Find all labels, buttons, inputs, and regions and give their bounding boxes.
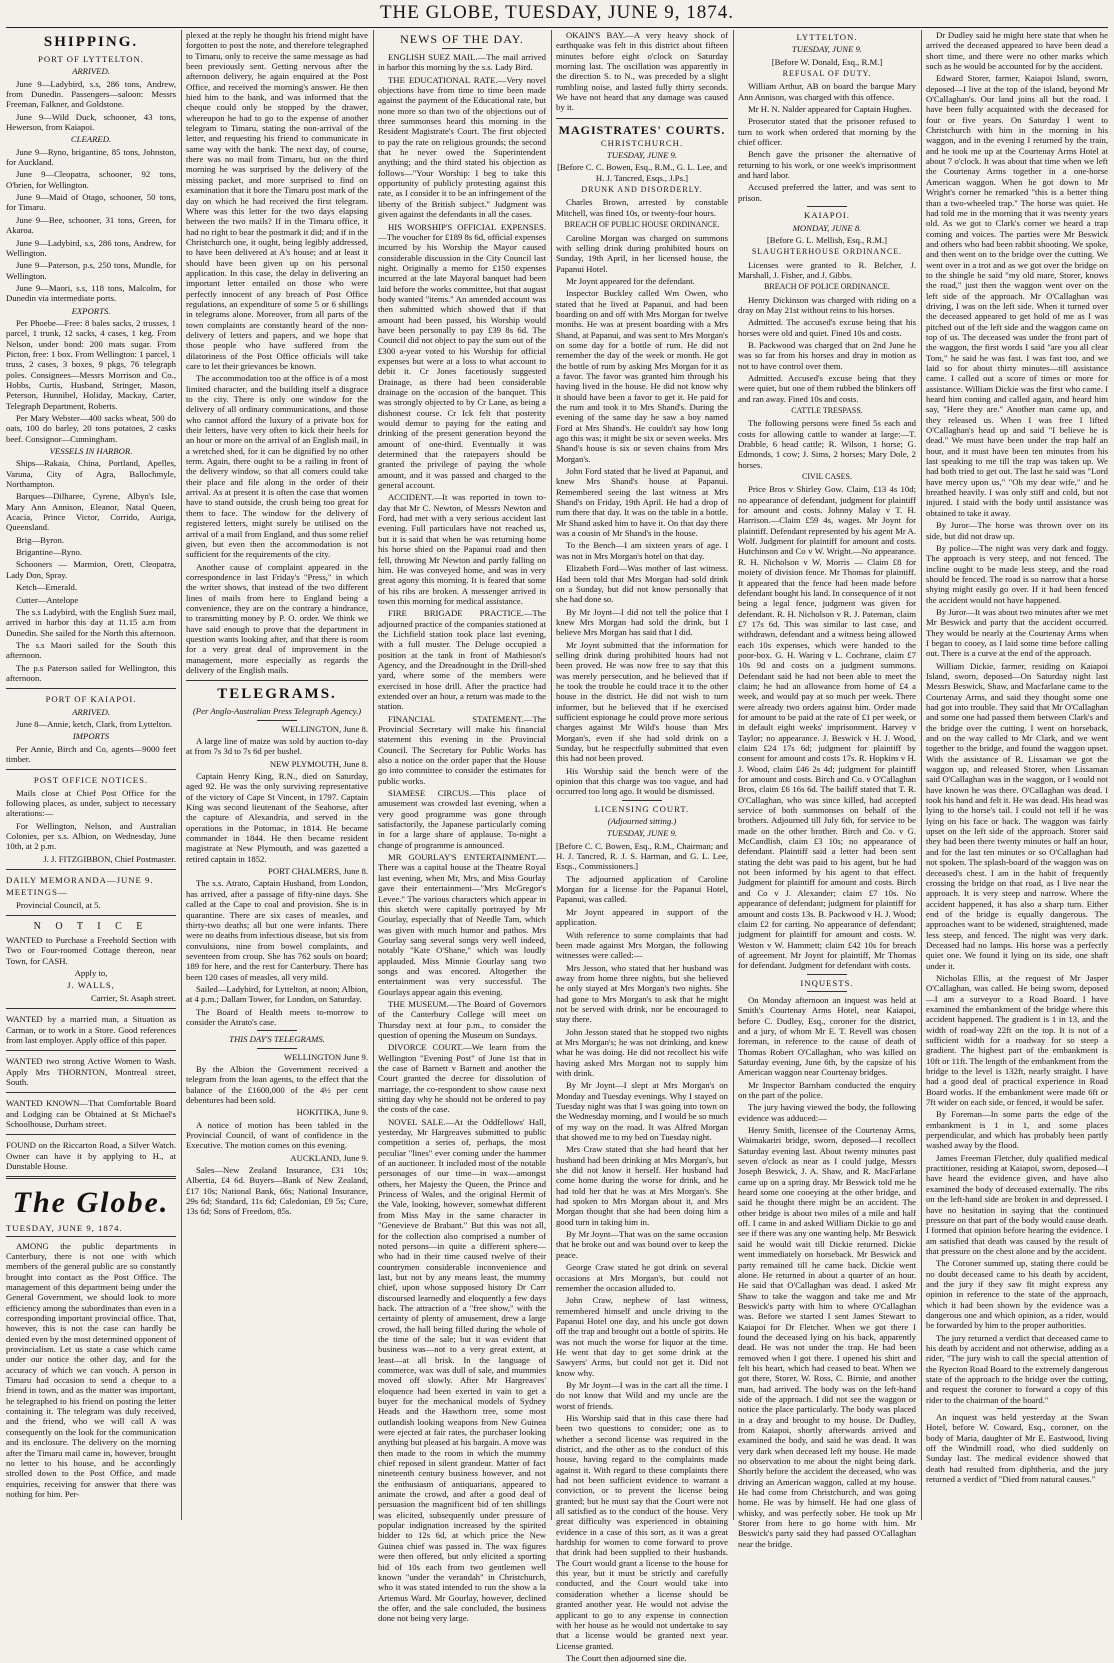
telegram-place: HOKITIKA, June 9. bbox=[296, 1107, 368, 1118]
cleared-heading: CLEARED. bbox=[70, 134, 112, 145]
vessel-entry: Brigantine—Ryno. bbox=[16, 547, 83, 558]
notice-apply: Apply to, bbox=[74, 968, 108, 979]
post-office-signature: J. J. FITZGIBBON, Chief Postmaster. bbox=[43, 853, 176, 864]
telegrams-subheading: (Per Anglo-Australian Press Telegraph Agency.) bbox=[192, 706, 362, 717]
advertisement: WANTED by a married man, a Situation as Carman, or to work in a Store. Good references from last employer. Apply office of this paper. bbox=[6, 1014, 176, 1045]
inquest-text: The jury returned a verdict that deceased came to his death by accident and not otherwise, adding as a rider, "The jury wish to call the special attention of the Ryecton Road Board to the extremely dangerous state of the approach to the bridge over the cutting, and request the coroner to forward a copy of this rider to the chairman of the board." bbox=[926, 1332, 1108, 1405]
divider bbox=[6, 688, 176, 689]
divider bbox=[6, 915, 176, 916]
port-lyttelton-heading: PORT OF LYTTELTON. bbox=[38, 54, 144, 64]
shipping-entry: June 9—Wild Duck, schooner, 43 tons, Hewerson, from Kaiapoi. bbox=[6, 111, 176, 133]
column-6 bbox=[926, 30, 1108, 1520]
licensing-heading: LICENSING COURT. bbox=[594, 803, 690, 814]
vessel-entry: Brig—Byron. bbox=[16, 534, 65, 545]
meetings-label: MEETINGS— bbox=[6, 887, 68, 898]
kaiapoi-arrived-heading: ARRIVED. bbox=[72, 706, 110, 717]
telegram-text: Sailed—Ladybird, for Lyttelton, at noon; Albion, at 4 p.m.; Dallam Tower, for London, on Saturday. bbox=[186, 983, 368, 1005]
court-text: Mr Joynt submitted that the information for selling drink during prohibited hours had not been proved. He was now free to say that this was merely persecution, and he believed that if he took the trouble he could trace it to the other house in the district. He did not wish to turn informer, but he believed that if he exercised sufficient espionage he could prove more serious charges against Mr Wild's house than Mrs Morgan's, even if she had sold drink on a Sunday, but he respectfully submitted that even this had not been proved. bbox=[556, 639, 728, 764]
divider bbox=[6, 1134, 176, 1135]
inquest-text: Henry Smith, licensee of the Courtenay Arms, Waimakariri bridge, sworn, deposed—I recollect Saturday evening last. About twenty minutes past seven o'clock as near as I could judge, Messrs Joseph Beswick, J. A. Shaw, and R. MacFarlane came up on a spring dray. Mr Beswick told me he heard some one cooeying at the other bridge, and said he thought there might be an accident. The other bridge is about two miles of a mile and half off. I came in and asked William Dickie to go and see if there was any one wanting help. Mr Beswick said he would wait till Dickie returned. Dickie went immediately on horseback. Mr Beswick and party remained till he came back. Dickie went alone. He returned in about a quarter of an hour. He said that O'Callaghan was dead. I asked Mr Shaw to take the waggon and take me and Mr Beswick's party with him to where O'Callaghan was. Before we started I sent James Stewart to Kaiapoi for Dr Fletcher. When we got there I found the deceased lying on his back, apparently dead. He was not under the trap. He had been removed when I got there. I opened his shirt and felt his heart, which had ceased to beat. When we got there, Storer, W. Ross, C. Birnie, and another man, had arrived. The body was on the left-hand side of the approach. I did not see the waggon or notice the place particularly. The body was placed in a dray and brought to my house. Dr Dudley, from Kaiapoi, shortly afterwards arrived and examined the body, and said he was dead. It was very dark when deceased left my house. He made no observation to me about the night being dark. Shortly before the accident the deceased, who was driving an American waggon, called at my house. He had come from Christchurch, and was going home. He was by himself. He had one glass of whisky, and was perfectly sober. He took up Mr Storer from here to go home with him. Mr Beswick's party said they had passed O'Callaghan near the bridge. bbox=[738, 1125, 916, 1549]
court-text: John Craw, nephew of last witness, remembered himself and uncle driving to the Papanui Hotel one day, and his uncle got down off the trap and brought out a bottle of spirits. He was not much the worse for liquor at the time. He went that day to get some drink at the Sawyers' Arms, but could not get it. Did not know why. bbox=[556, 1295, 728, 1378]
inquest-text: By Foreman—In some parts the edge of the embankment is 1 in 1, and some places perpendicular, and which has probably been partly washed away by the flood. bbox=[926, 1109, 1108, 1151]
notice-heading: N O T I C E bbox=[33, 921, 149, 933]
column-rule bbox=[551, 30, 552, 1520]
divider bbox=[6, 1008, 176, 1009]
court-text: Bench gave the prisoner the alternative of returning to his work, or one week's imprisonment and hard labor. bbox=[738, 149, 916, 181]
court-text: By Mr Joynt—I was in the cart all the time. I do not know that Wild and my uncle are the worst of friends. bbox=[556, 1379, 728, 1411]
inquest-text: James Freeman Fletcher, duly qualified medical practitioner, residing at Kaiapoi, sworn, deposed—I have heard the evidence given, and have also examined the body of deceased externally. The ribs on the left-hand side are broken in and depressed. I have no hesitation in saying that the continued pressure on that part of the body would cause death. I formed that opinion before hearing the evidence. I am satisfied that death was caused by the result of that pressure on the chest alone and by the accident. bbox=[926, 1152, 1108, 1256]
court-text: Charles Brown, arrested by constable Mitchell, was fined 10s, or twenty-four hours. bbox=[556, 197, 728, 218]
court-text: Inspector Buckley called Wm Owen, who stated that he lived at Papanui, and had been boarding on and off with Mrs Morgan for twelve months. He was at present boarding with a Mrs Shand, at Papanui, and was sent to Mrs Morgan's on some day for a bottle of rum. He did not remember the day of the week or month. He got the bottle of rum by asking Mrs Morgan for it as a favor. The favor was granted him through his having lived in the house. He did not know why it should have been a favor to get it. He paid for the rum and took it to Mrs Shand's. During the evening of the same day he saw a boy named Ford at Mrs Shand's. He couldn't say how long ago this was; it might be six or seven weeks. Mrs Shand's house is six or seven chains from Mrs Morgan's. bbox=[556, 288, 728, 464]
telegram-place: PORT CHALMERS, June 8. bbox=[268, 866, 368, 877]
divider bbox=[257, 720, 297, 721]
divider bbox=[257, 1048, 297, 1049]
news-item: ACCIDENT.—It was reported in town to-day that Mr C. Newton, of Messrs Newton and Ford, had met with a very serious accident last evening. Full particulars have not reached us, but it is said that when he was returning home his horse shied on the Papanui road and then fell, throwing Mr Newton and partly falling on him. He was conveyed home, and was in very great agony this morning. It is feared that some of his ribs are broken. A messenger arrived in town this morning for medical assistance. bbox=[378, 492, 546, 606]
news-item: FINANCIAL STATEMENT.—The Provincial Secretary will make his financial statement this evening in the Provincial Council. The Secretary for Public Works has also a notice on the order paper that the House go into committee to consider the estimates for public works. bbox=[378, 713, 546, 786]
notice-text: WANTED to Purchase a Freehold Section with Two or Four-roomed Cottage thereon, near Town, for CASH. bbox=[6, 935, 176, 966]
shipping-entry: June 9—Ladybird, s.s, 286 tons, Andrew, for Wellington. bbox=[6, 237, 176, 258]
inquests-heading: INQUESTS. bbox=[800, 977, 854, 988]
magistrates-heading: MAGISTRATES' COURTS. bbox=[558, 122, 726, 137]
divider bbox=[807, 991, 847, 992]
divider bbox=[622, 800, 662, 801]
news-heading: NEWS OF THE DAY. bbox=[400, 32, 524, 46]
news-item: DIVORCE COURT.—We learn from the Wellington "Evening Post" of June 1st that in the case of Barnett v Barnett and another the Court granted the decree for dissolution of marriage, the co-respondent to show cause next sitting day why he should not be ordered to pay the costs of the case. bbox=[378, 1042, 546, 1115]
telegram-text: The s.s. Atrato, Captain Husband, from London, has arrived, after a passage of fifty-nine days. She called at the Cape to coal and provision. She is in quarantine. There are six cases of measles, and thirty-two deaths; all but one were infants. There were no deaths from infectious disease, but six from convulsions, nine from bowel complaints, and seventeen from croup. She has 762 souls on board; 189 for here, and the rest for Canterbury. There has been 120 cases of measles, all very mild. bbox=[186, 878, 368, 982]
column-rule bbox=[373, 30, 374, 1520]
shipping-entry: June 9—Cleopatra, schooner, 92 tons, O'brien, for Wellington. bbox=[6, 169, 176, 190]
court-text: By Mr Joynt—That was on the same occasion that he broke out and was bound over to keep the peace. bbox=[556, 1229, 728, 1260]
inquest-text: On Monday afternoon an inquest was held at Smith's Courtenay Arms Hotel, near Kaiapoi, before C. Dudley, Esq., coroner for the district, and a jury, of whom Mr E. T. Revell was chosen foreman, in reference to the cause of death of Thomas Robert O'Callaghan, who was killed on Saturday evening, June 6th, by the capsize of his American waggon near Courtenay bridges. bbox=[738, 994, 916, 1078]
inquest-text: Dr Dudley said he might here state that when he arrived the deceased appeared to have been dead a short time, and there were no other marks which such as he would be accounted for by the accident. bbox=[926, 30, 1108, 72]
advertisement: FOUND on the Riccarton Road, a Silver Watch. Owner can have it by applying to H., at Dunstable House. bbox=[6, 1140, 176, 1171]
court-bench: [Before G. L. Mellish, Esq., R.M.] bbox=[766, 234, 888, 245]
advertisement: WANTED KNOWN—That Comfortable Board and Lodging can be Obtained at St Michael's Schoolhouse, Durham street. bbox=[6, 1098, 176, 1129]
shipping-entry: June 9—Ryno, brigantine, 85 tons, Johnston, for Auckland. bbox=[6, 146, 176, 168]
divider bbox=[442, 48, 482, 49]
post-office-heading: POST OFFICE NOTICES. bbox=[33, 775, 149, 786]
court-text: B. Packwood was charged that on 2nd June he was so far from his horses and dray in motion as not to have control over them. bbox=[738, 339, 916, 371]
news-item: THE MUSEUM.—The Board of Governors of the Canterbury College will meet on Thursday next at four p.m., to consider the question of opening the Museum on Sundays. bbox=[378, 998, 546, 1040]
column-5 bbox=[738, 30, 916, 1549]
telegram-text: The Board of Health meets to-morrow to consider the Atrato's case. bbox=[186, 1006, 368, 1027]
masthead-rule bbox=[6, 27, 1108, 28]
case-heading: REFUSAL OF DUTY. bbox=[782, 69, 872, 79]
column-2 bbox=[186, 30, 368, 1520]
leader-text: plexed at the reply he thought his friend might have forgotten to post the note, and therefore telegraphed to Timaru, only to receive the same message as had been previously sent. Getting nervous after the afternoon delivery, he again enquired at the Post Office, and received the morning's answer. He then hied him to the bank, and was informed that the cheque could only be stopped by the drawer, whereupon he had to go to the expense of another telegram to Timaru, stating the non-arrival of the letter, and requesting his friend to communicate in same way with the bank. The next day, of course, there was no mail from Timaru, but on the third morning he was surprised by the delivery of the missing packet, and more surprised to find on examination that it bore the Timaru post mark of the day on which he had received the first telegram. Where was this letter for the two days elapsing between the two mails? If in the Timaru office, it had no right to bear the postmark it did; and if in the Christchurch one, it ought, being legibly addressed, to have been delivered at A's house; and at least it should have been given up on his personal application. In this case, the delay in delivering an important letter entailed on those who were perfectly innocent of any breach of Post Office regulations, an expenditure of some 5 or 6 shillings in telegrams alone. Moreover, from all parts of the town complaints are constantly heard of the non-delivery of letters and papers, and we hope that those people who have suffered from the dilatoriness of the Post Office officials will take care to let their grievances be known. bbox=[186, 30, 368, 371]
arrived-heading: ARRIVED. bbox=[72, 66, 110, 77]
shipping-entry: Per Annie, Birch and Co, agents—9000 feet timber. bbox=[6, 743, 176, 764]
court-text: The adjourned application of Caroline Morgan for a license for the Papanui Hotel, Papanui, was called. bbox=[556, 873, 728, 905]
divider bbox=[556, 118, 728, 119]
leader-dateline: TUESDAY, JUNE 9, 1874. bbox=[6, 1223, 176, 1236]
court-date: TUESDAY, JUNE 9. bbox=[606, 150, 678, 161]
news-item: THE EDUCATIONAL RATE.—Very novel objections have from time to time been made against the payment of the Educational rate, but none more so than two of the objections out of three summonses heard this morning in the Resident Magistrate's Court. The first objected to pay the rate on religious grounds; the second that he never owed the Superintendent anything; and the third stated his objection as follows—"Your Worship: I beg to take this opportunity of publicly protesting against this rate, as I consider it to be an infringement of the liberty of the British subject." Judgment was given against the defendants in all the cases. bbox=[378, 74, 546, 220]
shipping-heading: SHIPPING. bbox=[43, 34, 139, 50]
court-text: The following persons were fined 5s each and costs for allowing cattle to wander at large:—T. Drabble, 6 head cattle; R. Wilson, 1 horse; G. Edmonds, 1 cow; J. Sims, 2 horses; Mary Dole, 2 horses. bbox=[738, 418, 916, 470]
court-text: Accused preferred the latter, and was sent to prison. bbox=[738, 182, 916, 203]
court-text: Mrs Jesson, who stated that her husband was away from home three nights, but she believed he only stayed at Mrs Morgan's two nights. She had gone to Mrs Morgan's to ask that he might not be served with drink, nor be encouraged to stay there. bbox=[556, 962, 728, 1025]
inquest-text: An inquest was held yesterday at the Swan Hotel, before W. Coward, Esq., coroner, on the body of Maria, daughter of Mr E. Eastwood, living off the Windmill road, who died suddenly on Sunday last. The medical evidence showed that death had resulted from diphtheria, and the jury returned a verdict of "Died from natural causes." bbox=[926, 1412, 1108, 1485]
news-item: OKAIN'S BAY.—A very heavy shock of earthquake was felt in this district about fifteen minutes before eight o'clock on Saturday morning last. The oscillation was apparently in the direction S. to N., was preceded by a slight rumbling noise, and lasted fully thirty seconds. We have not heard that any damage was caused by it. bbox=[556, 30, 728, 113]
inquest-text: By Juror—It was about two minutes after we met Mr Beswick and party that the accident occurred. They would be nearly at the Courtenay Arms when I began to cooey, as I laid some time before calling out. There is a curve at the end of the approach. bbox=[926, 606, 1108, 659]
court-text: Mr H. N. Nalder appeared for Captain Hughes. bbox=[748, 104, 912, 115]
lyttelton-heading: LYTTELTON. bbox=[796, 32, 858, 42]
post-office-text: Mails close at Chief Post Office for the following places, as under, subject to necessary alterations:— bbox=[6, 787, 176, 819]
court-text: Mrs Craw stated that she had heard that her husband had been drinking at Mrs Morgan's, but she did not know it herself. Her husband had come home during the worse for drink, and he had told her that he was at Mrs Morgan's. She had spoken to Mrs Morgan about it, and Mrs Morgan thought that she had been doing him a good turn in taking him in. bbox=[556, 1144, 728, 1227]
news-item: MR GOURLAY'S ENTERTAINMENT.—There was a capital house at the Theatre Royal last evening, when Mr, Mrs, and Miss Gourlay gave their entertainment—"Mrs McGregor's Levee." The various characters which appear in this sketch were capitally portrayed by Mr Gourlay, especially that of Needle Tam, which was given with much humor and pathos. Mrs Gourlay sang several songs very well indeed, notably "Kate O'Shane," which was loudly applauded. Miss Minnie Gourlay sang two songs and was encored. Altogether the entertainment was very successful. The Gourlays appear again this evening. bbox=[378, 852, 546, 997]
inquest-text: Mr Inspector Barnham conducted the enquiry on the part of the police. bbox=[738, 1079, 916, 1100]
court-text: With reference to some complaints that had been made against Mrs Morgan, the following witnesses were called:— bbox=[556, 929, 728, 961]
imports-text: Per Phoebe—Free: 8 bales sacks, 2 trusses, 1 parcel, 1 trunk, 12 sacks, 4 cases, 1 keg. From Nelson, under bond: 200 mats sugar. From Picton, free: 1 box. From Wellington: 1 parcel, 1 truss, 2 cases, 3 boxes, 9 pkgs, 76 telegraph poles. Consignees—Messrs Morrison and Co., Hobbs, Curtis, Husband, Stringer, Mason, Peterson, Hunnibel, Holiday, Mackay, Carter, Telegraph Department, Roberts. bbox=[6, 317, 176, 411]
leader-text: Another cause of complaint appeared in the correspondence in last Friday's "Press," in which the writer shows, that instead of the two different lines of mails from here to England being a convenience, they are on the contrary a hindrance, to transmitting money by P. O. order. We think we have said enough to prove that the department in question wants looking after, and that there is room for a very great deal of improvement in the management, more especially as regards the delivery of the English mails. bbox=[186, 561, 368, 675]
telegram-place: NEW PLYMOUTH, June 8. bbox=[269, 758, 368, 769]
case-heading: BREACH OF POLICE ORDINANCE. bbox=[764, 282, 890, 292]
inquest-text: By police—The night was very dark and foggy. The approach is very steep, and not fenced. The incline ought to be made less steep, and the road should be fenced. The road is so narrow that a horse shying might easily go over. If it had been fenced the accident would not have happened. bbox=[926, 542, 1108, 605]
exports-text: Per Mary Webster—400 sacks wheat, 500 do oats, 100 do barley, 20 tons potatoes, 2 casks beef. Consignor—Cunningham. bbox=[6, 413, 176, 444]
vessel-entry: Cutter—Antelope bbox=[16, 594, 79, 605]
divider bbox=[6, 1092, 176, 1093]
inquest-text: Edward Storer, farmer, Kaiapoi Island, sworn, deposed—I live at the top of the island, beyond Mr O'Callaghan's. Our land joins all but the road. I have been fully acquainted with the deceased for four or five years. On Saturday I went to Christchurch with him in the morning in his waggon, and in the evening I returned by the train, and he took me up at the Courtenay Arms Hotel at about 7 o'clock. It was about that time when we left the Courtenay Arms together in a one-horse American waggon. When he got down to Mr Wright's corner he remarked "this is a better thing than a two-wheeled trap." The horse was quiet. He had told me in the morning that it was twenty years old. As we got to Clark's corner we heard a trap coming and voices. The parties were Mr Beswick and others who had been rabbit shooting. We spoke, and then went on to the bridge over the cutting. We went over in a trot and as we got over the bridge on to the shingle he said "my old mare, Storer, knows the road," just then the waggon went over on the left side of the approach. Mr O'Callaghan was driving, I was on the left side. When it turned over the deceased appeared to get hold of me as I was pitched out of the left side and the waggon came on top of us. The deceased was under the front part of the waggon, the first words I said "are you all clear Tom," he said he was fast. I was fast too, and we laid so for about thirty minutes—till assistance came. I called out a score of times or more for assistance. William Dickie was the first who came. I heard him coming and called again, and heard him say, "Here they are." Another man came up, and they released us. When I was free I lifted O'Callaghan's head up and said "I believe he is dead." We must have been under the trap half an hour, and it must have been ten minutes from his last speaking to me till the trap was taken up. We had both tried to get out. The last he said was "Lord have mercy upon us," "Oh my dear wife," and he breathed heavily. I was only stiff and cold, but not injured. I staid with the body until assistance was obtained to take it away. bbox=[926, 73, 1108, 518]
column-1 bbox=[6, 30, 176, 1520]
court-text: Admitted. Accused's excuse being that they were quiet, but one of them rubbed the blinkers off and ran away. Fined 10s and costs. bbox=[738, 372, 916, 404]
notice-address: Carrier, St. Asaph street. bbox=[90, 992, 176, 1003]
court-bench: [Before W. Donald, Esq., R.M.] bbox=[771, 56, 883, 67]
kaiapoi-imports-heading: IMPORTS bbox=[72, 731, 110, 742]
memoranda-heading: DAILY MEMORANDA—JUNE 9. bbox=[6, 875, 154, 886]
court-text: William Arthur, AB on board the barque Mary Ann Annison, was charged with this offence. bbox=[738, 81, 916, 102]
shipping-entry: June 9—Maid of Otago, schooner, 50 tons, for Timaru. bbox=[6, 192, 176, 213]
leader-text: AMONG the public departments in Canterbury, there is not one with which members of the general public are so constantly brought into contact as the Post Office. The management of this department being under the General Government, we should look to more efficiency among the subordinates than even in a corresponding important provincial office. That, however, this is not the case can hardly be denied even by the most determined opponent of provincialism. Let us state a case which came under our notice the other day, and for the accuracy of which we can vouch. A person in Timaru had occasion to send a cheque to a friend in town, and as the matter was important, he telegraphed to his friend on posting the letter containing it. The telegram was duly received, and the friend, who we will call A was consequently on the look for the communication and its enclosure. The delivery on the morning after the Timaru mail came in, however, brought no letter to his house, and he accordingly strolled down to the Post Office, and made enquiries, receiving for answer that there was nothing for him. Per- bbox=[6, 1240, 176, 1499]
news-item: NOVEL SALE.—At the Oddfellows' Hall, yesterday, Mr Hargreaves submitted to public competition a series of, perhaps, the most peculiar "lines" ever coming under the hammer of an auctioneer. It included most of the notable personages of our time—in wax—amongst others, her Majesty the Queen, the Prince and Princess of Wales, and the original Hermit of the Vale, looking, however, somewhat different from Miss May in the same character in "Genevieve de Brabant." But this was not all, for the collection also comprised a number of noted persons—in quite a different sphere—who had in their time caused twelve of their countrymen considerable inconvenience and last, but not by any means least, the mummy chief, upon whose supposed history Dr Carr discoursed learnedly and eloquently a few days back. The attraction of a "free show," with the certainty of plenty of amusement, drew a large crowd, the hall being filled during the whole of the time of the sale; but it was evident that business was—not to a very great extent, at least—at all brisk. In the language of commerce, wax was dull of sale, and mummies moved off slowly. After Mr Hargreaves' eloquence had been exerted in vain to get a buyer for the mechanical models of Sydney Heads and the Hawthorn tree, some most outlandish looking weapons from New Guinea were ejected at fair rates, the purchaser looking anything but pleased at his bargain. A move was then made to the room in which the mummy chief reposed in silent grandeur. Matter of fact nineteenth century business however, and not the enthusiasm of antiquarians, appeared to animate the crowd, and after a good deal of persuasion the magnificent bid of ten shillings was elicited, subsequently under pressure of popular indignation increased by the spirited bidder to 12s 6d, at which price the New Guinea chief was passed in. The wax figures were then offered, but only elicited a sporting bid of 10s each from two gentlemen well known "under the verandah" in Christchurch, who it was stated intended to run the show a la Artemus Ward. Mr Gourlay, however, declined the offer, and the sale concluded, the business done not being very large. bbox=[378, 1116, 546, 1624]
shipping-entry: June 9—Paterson, p.s, 250 tons, Mundle, for Wellington. bbox=[6, 260, 176, 281]
vessels-heading: VESSELS IN HARBOR. bbox=[49, 446, 133, 457]
vessel-entry: Ketch—Emerald. bbox=[16, 582, 78, 593]
column-rule bbox=[733, 30, 734, 1520]
vessel-entry: Ships—Rakaia, China, Portland, Apelles, Varuna, City of Agra, Ballochmyle, Northampton. bbox=[6, 458, 176, 490]
shipping-entry: June 9—Bee, schooner, 31 tons, Green, for Akaroa. bbox=[6, 214, 176, 236]
court-date: MONDAY, JUNE 8. bbox=[792, 222, 862, 233]
telegram-place: AUCKLAND, June 9. bbox=[290, 1152, 368, 1163]
advertisement: WANTED two strong Active Women to Wash. Apply Mrs THORNTON, Montreal street, South. bbox=[6, 1056, 176, 1087]
advertisement bbox=[6, 921, 176, 1003]
shipping-entry: June 9—Ladybird, s.s, 286 tons, Andrew, from Dunedin. Passengers—saloon: Messrs Freeman, Falkner, and Goldstone. bbox=[6, 78, 176, 110]
shipping-entry: June 9—Maori, s.s, 118 tons, Malcolm, for Dunedin via intermediate ports. bbox=[6, 282, 176, 304]
vessel-entry: Barques—Dilharee, Cyrene, Albyn's Isle, Mary Ann Annison, Eleanor, Natal Queen, Acacia, Prince Victor, Corrido, Auriga, Queensland. bbox=[6, 491, 176, 533]
telegrams-heading: TELEGRAMS. bbox=[217, 686, 337, 703]
court-location: CHRISTCHURCH. bbox=[600, 137, 684, 148]
case-heading: SLAUGHTERHOUSE ORDINANCE. bbox=[751, 247, 903, 257]
column-4 bbox=[556, 30, 728, 1663]
court-text: By Mr Joynt—I did not tell the police that I knew Mrs Morgan had sold the drink, but I believe Mrs Morgan has said that I did. bbox=[556, 606, 728, 638]
vessel-entry: Schooners — Marmion, Orett, Cleopatra, Lady Don, Spray. bbox=[6, 559, 176, 580]
divider bbox=[6, 869, 176, 870]
divider bbox=[807, 974, 847, 975]
court-text: His Worship said the bench were of the opinion that this charge was too vague, and had occurred too long ago. It would be dismissed. bbox=[556, 765, 728, 797]
divider bbox=[6, 1050, 176, 1051]
divider bbox=[257, 1030, 297, 1031]
court-text: Prosecutor stated that the prisoner refused to turn to work when ordered that morning by the chief officer. bbox=[738, 116, 916, 148]
column-3 bbox=[378, 30, 546, 1624]
court-text: Mr Joynt appeared in support of the application. bbox=[556, 906, 728, 928]
licensing-sub: (Adjourned sitting.) bbox=[607, 816, 677, 827]
telegram-text: Sales—New Zealand Insurance, £31 10s; Albertia, £4 6d. Buyers—Bank of New Zealand, £17 10s; National Bank, 66s; National Insurance, 29s 6d; Standard, 11s 6d; Caledonian, £9 5s; Cure, 13s 6d; Sons of Freedom, 85s. bbox=[186, 1165, 368, 1217]
court-text: John Jesson stated that he stopped two nights at Mrs Morgan's; he was not drinking, and knew what he was doing. He did not recollect his wife having asked Mrs Morgan not to supply him with drink. bbox=[556, 1026, 728, 1078]
case-heading: BREACH OF PUBLIC HOUSE ORDINANCE. bbox=[564, 220, 720, 230]
court-text: The Court then adjourned sine die. bbox=[566, 1652, 687, 1663]
column-rule bbox=[921, 30, 922, 1520]
globe-title: The Globe. bbox=[12, 1186, 170, 1220]
shipping-entry: June 8—Annie, ketch, Clark, from Lyttelton. bbox=[16, 718, 173, 729]
divider bbox=[186, 680, 368, 681]
court-bench: [Before C. C. Bowen, Esq., R.M., G. L. Lee, and H. J. Tancred, Esqs., J.Ps.] bbox=[557, 162, 727, 183]
news-item: FIRE BRIGADE PRACTICE.—The adjourned practice of the companies stationed at the Lichfield station took place last evening, with a full muster. The Deluge occupied a position at the tank in front of Mathieson's Agency, and the Dreadnought in the Drill-shed yard, where some of the members were exercised in hose drill. After the practice had extended over an hour, a return was made to the station. bbox=[378, 608, 546, 712]
masthead: THE GLOBE, TUESDAY, JUNE 9, 1874. bbox=[379, 2, 735, 23]
inquest-text: By Juror—The horse was thrown over on its side, but did not draw up. bbox=[926, 520, 1108, 541]
meetings-text: Provincial Council, at 5. bbox=[16, 899, 101, 910]
divider bbox=[6, 769, 176, 770]
inquest-text: The Coroner summed up, stating there could be no doubt deceased came to his death by accident, and the jury if they saw fit might express any opinion in reference to the state of the approach, which it had been shown by the evidence was a dangerous one and which opinion, as a rider, would be forwarded by him to the proper authorities. bbox=[926, 1258, 1108, 1331]
leader-text: The accommodation too at the office is of a most limited character, and the building itself a disgrace to the city. There is only one window for the delivery of all ordinary communications, and those who cannot afford the luxury of a private box for their letters, have very often to kick their heels for an hour or more on the arrival of an English mail, in a wretched shed, for it can be dignified by no other term. Again, there ought to be a railing in front of the delivery window, so that all comers could take their place and file along in the order of their arrival. As at present it is often the case that women have to stand outside, the crush being too great for them to face. The window for the delivery of registered letters, might surely be utilised on the arrival of a mail from England, and thus some relief given, but even then the accommodation is not sufficient for the requirements of the city. bbox=[186, 373, 368, 560]
court-text: John Ford stated that he lived at Papanui, and knew Mrs Shand's house at Papanui. Remembered seeing the last witness at Mrs Shand's on Friday, 19th April. He had a drop of rum there that day. It was on the table in a bottle. Mr Shand asked him to have it. On that day there was a cousin of Mr Shand's in the house. bbox=[556, 466, 728, 539]
news-item: HIS WORSHIP'S OFFICIAL EXPENSES.—The voucher for £189 8s 6d, official expenses incurred by his Worship the Mayor caused considerable discussion in the City Council last night. Originally a memo for £150 expenses incurred at the late Mayoral banquet had been laid before the works committee, but that august body wanted "items." An amended account was then submitted which showed that if that amount had been passed, his Worship would have been personally to pay £39 8s 6d. The Council did not object to pay the sum out of the £300 a-year voted to his Worship for official expenses but were at a loss to what account to debit it. Cr Jones facetiously suggested Drainage, as there had been considerable drainage on the occasion of the banquet. This was strongly objected to by Cr Lane, as being a dishonest course. Cr Ick felt that posterity would demur to paying for the eating and drinking of the present generation beyond the amount of one-third. Eventually it was determined that the ratepayers should be granted the privilege of paying the whole amount, and it was passed and charged to the general account. bbox=[378, 221, 546, 491]
inquest-text: William Dickie, farmer, residing on Kaiapoi Island, sworn, deposed—On Saturday night last Messrs Beswick, Shaw, and Macfarlane came to the Courtenay Arms, and said they thought some one had got into trouble. They said that Mr O'Callaghan and some one had passed them between Clark's and the bridge over the cutting. I went on horseback, and on the way called to Mr Clark, and we went together to the bridge, and found the waggon upset. With the assistance of R. Lissaman we got the waggon up, and released Storer, when Lissaman said O'Callaghan was in the waggon, or I would not have known he was there. O'Callaghan was dead. I took his hand and felt it. He was dead. His head was lying to the horse's tail. I could not tell if he was lying on his face or back. The waggon was fairly upset on the left side of the approach. Storer said they had been there twenty minutes or half an hour, and for the last ten minutes or so O'Callaghan had not spoken. The splash-board of the waggon was on deceased's chest. I am in the habit of frequently crossing the bridge on that road, as I live near the approach. It is very steep and narrow. Where the accident happened, it has also a sharp turn. Either end of the bridge is equally dangerous. The approaches want to be widened, straightened, made less steep, and fenced. The night was very dark. Deceased had no lamps. His horse was a perfectly quiet one. We found it lying on its side, one shaft under it. bbox=[926, 660, 1108, 971]
divider bbox=[6, 1176, 176, 1179]
telegram-place: WELLINGTON, June 8. bbox=[281, 723, 368, 734]
divider bbox=[997, 1408, 1037, 1409]
case-heading: DRUNK AND DISORDERLY. bbox=[581, 185, 703, 195]
kaiapoi-heading: KAIAPOI. bbox=[804, 210, 850, 221]
court-text: Admitted. The accused's excuse being that his horses were old and quiet. Fined 10s and costs. bbox=[738, 317, 916, 338]
ship-note: The s.s Ladybird, with the English Suez mail, arrived in harbor this day at 11.15 a.m from Dunedin. She sailed for the North this afternoon. bbox=[6, 606, 176, 638]
ship-note: The p.s Paterson sailed for Wellington, this afternoon. bbox=[6, 662, 176, 683]
inquest-text: Nicholas Ellis, at the request of Mr Jasper O'Callaghan, was called. He being sworn, deposed—I am a surveyor to a Road Board. I have examined the embankment of the bridge where this accident happened. The gradient is 1 in 13, and the width of road-way 22ft on the top. It is not of a sufficient width for a roadway for so steep a gradient. The highest part of the embankment is 10ft or 11ft. The length of the embankment from the bridge to the level is 132ft, nearly straight. I have had a good deal of practical experience in Road Board works. If the embankment were made 6ft or 7ft wider on each side, or fenced, it would be safer. bbox=[926, 972, 1108, 1108]
court-text: Henry Dickinson was charged with riding on a dray on May 21st without reins to his horses. bbox=[738, 294, 916, 315]
telegram-text: A large line of maize was sold by auction to-day at from 7s 3d to 7s 6d per bushel. bbox=[186, 736, 368, 757]
ship-note: The s.s Maori sailed for the South this afternoon. bbox=[6, 639, 176, 661]
telegram-text: By the Albion the Government received a telegram from the loan agents, to the effect that the balance of the £1600,000 of the 4½ per cent debentures had been sold. bbox=[186, 1063, 368, 1105]
news-item: SIAMESE CIRCUS.—This place of amusement was crowded last evening, when a very good programme was gone through satisfactorily, the Japanese particularly coming in for a large share of applause. To-night a change of programme is announced. bbox=[378, 788, 546, 850]
court-date: TUESDAY, JUNE 9. bbox=[791, 44, 863, 55]
court-text: Licenses were granted to R. Belcher, J. Marshall, J. Fisher, and J. Gibbs. bbox=[738, 259, 916, 280]
todays-telegrams-heading: THIS DAY'S TELEGRAMS. bbox=[229, 1034, 325, 1045]
case-heading: CIVIL CASES. bbox=[802, 472, 852, 482]
telegram-text: Captain Henry King, R.N., died on Saturday, aged 92. He was the only surviving representative of the victory of Cape St Vincent, in 1797. Captain King was second lieutenant of the Seahorse, after the capture of Alexandria, and served in the operations in the Potomac, in 1814. He became commander in 1844. He then became resident magistrate at New Plymouth, and was gazetted a retired captain in 1852. bbox=[186, 771, 368, 864]
court-text: Elizabeth Ford—Was mother of last witness. Had been told that Mrs Morgan had sold drink on a Sunday, but did not know personally that she had done so. bbox=[556, 563, 728, 605]
telegram-place: WELLINGTON June 9. bbox=[283, 1051, 368, 1062]
court-text: Price Bros v Shirley Gow. Claim, £13 4s 10d; no appearance of defendant, judgment for plaintiff for amount and costs. Johnny Malay v T. H. Harrison.—Claim £59 4s, wages. Mr Joynt for plaintiff. Defendant represented by his agent Mr A. Wolf. Judgment for plaintiff for amount and costs. Hutchinson and Co v W. Wright.—No appearance. R. H. Nicholson v W. Morris — Claim £8 for moiety of division fence. Mr Thomas for plaintiff. It appeared that the fence had been made before defendant bought his land. In consequence of it not being a legal fence, judgment was given for defendant. R. H. Nicholson v R. J. Pateman, claim £7 17s 6d. This was similar to last case, and withdrawn, defendant and a witness being allowed each 10s expenses, which were handed to the poor-box. G. H. Waring v L. Cochrane, claim £7 10s 9d and costs on a judgment summons. Defendant said he had not been able to meet the claim; he had an allowance from home of £4 a week, and would pay at so much per week. There were already two orders against him. Order made for amount to be paid at the rate of £1 per week, or in default eight weeks' imprisonment. Harvey v Taylor; no appearance. J. Beswick v H. J. Wood, claim £24 17s 6d; judgment for plaintiff by consent for amount and costs 17s. R. Hopkins v H. J. Wood, claim £46 2s 4d; judgment for plaintiff for amount and costs. Birch and Co. v O'Callaghan Bros, claim £6 16s 6d. The bailiff stated that T. R. O'Callaghan, who was since killed, had accepted service of both summonses on behalf of the brothers. Adjourned till July 6th, for service to be made on the other brother. Birch and Co. v G. McCandlish, claim £3 10s; no appearance of defendant. Plaintiff said a letter had been sent stating the debt was paid to his agent, but he had not been informed by his agent to that effect. Judgment for plaintiff for amount and costs. Birch and Co v J. Alexander; claim £7 10s. No appearance of defendant; judgment for plaintiff for amount and costs 13s. B. Packwood v H. J. Wood; claim £2 for carting. No appearance of defendant; judgment for plaintiff for amount and costs. W. Weston v W. Hammett; claim £42 10s for breach of agreement. Mr Joynt for plaintiff, Mr Thomas for defendant. Judgment for defendant with costs. bbox=[738, 484, 916, 971]
court-text: Mr Joynt appeared for the defendant. bbox=[566, 275, 695, 286]
case-heading: CATTLE TRESPASS. bbox=[791, 406, 863, 415]
court-text: George Craw stated he got drink on several occasions at Mrs Morgan's, but could not remember the occasion alluded to. bbox=[556, 1262, 728, 1293]
divider bbox=[807, 206, 847, 207]
court-bench: [Before C. C. Bowen, Esq., R.M., Chairman; and H. J. Tancred, R. J. S. Harman, and G. L. Lee, Esqs., Commissioners.] bbox=[556, 840, 728, 872]
column-rule bbox=[181, 30, 182, 1520]
news-item: ENGLISH SUEZ MAIL.—The mail arrived in harbor this morning by the s.s. Lady Bird. bbox=[378, 52, 546, 73]
court-text: Caroline Morgan was charged on summons with selling drink during prohibited hours on Sunday, 19th April, in her licensed house, the Papanui Hotel. bbox=[556, 232, 728, 274]
court-text: By Mr Joynt—I slept at Mrs Morgan's on Monday and Tuesday evenings. Why I stayed on Tuesday night was that I was going into town on the Wednesday morning, and I would be so much of my way on the road. It was Alfred Morgan that showed me to my bed on Tuesday night. bbox=[556, 1080, 728, 1143]
court-text: To the Bench—I am sixteen years of age. I was not in Mrs Morgan's hotel on that day. bbox=[556, 540, 728, 561]
port-kaiapoi-heading: PORT OF KAIAPOI. bbox=[45, 694, 137, 705]
exports-heading: EXPORTS. bbox=[71, 305, 111, 316]
post-office-text: For Wellington, Nelson, and Australian Colonies, per s.s. Albion, on Wednesday, June 10th, at 2 p.m. bbox=[6, 820, 176, 852]
telegram-text: A notice of motion has been tabled in the Provincial Council, of want of confidence in the Executive. The motion comes on this evening. bbox=[186, 1119, 368, 1151]
inquest-text: The jury having viewed the body, the following evidence was adduced:— bbox=[738, 1102, 916, 1123]
court-text: His Worship said that in this case there had been two questions to consider; one as to whether a second license was required in the district, and the other as to the conduct of this house, having regard to the complaints made against it. With regard to these complaints there had not been sufficient evidence to warrant a conviction, or to prevent the license being granted; but he must say that the Court were not all satisfied as to the conduct of the house. Very great difficulty was experienced in obtaining evidence in a case of this sort, as it was a great hardship for women to come forward to prove that drink had been supplied to their husbands. The Court would grant a license to the house for this year, but it must be strictly and carefully conducted, and the Court would take into consideration whether a license should be granted another year. He would not advise the applicant to go to any expense in connection with her house as he would not undertake to say that a license would be granted next year. License granted. bbox=[556, 1412, 728, 1651]
licensing-date: TUESDAY, JUNE 9. bbox=[606, 828, 678, 839]
notice-name: J. WALLS, bbox=[67, 980, 115, 991]
